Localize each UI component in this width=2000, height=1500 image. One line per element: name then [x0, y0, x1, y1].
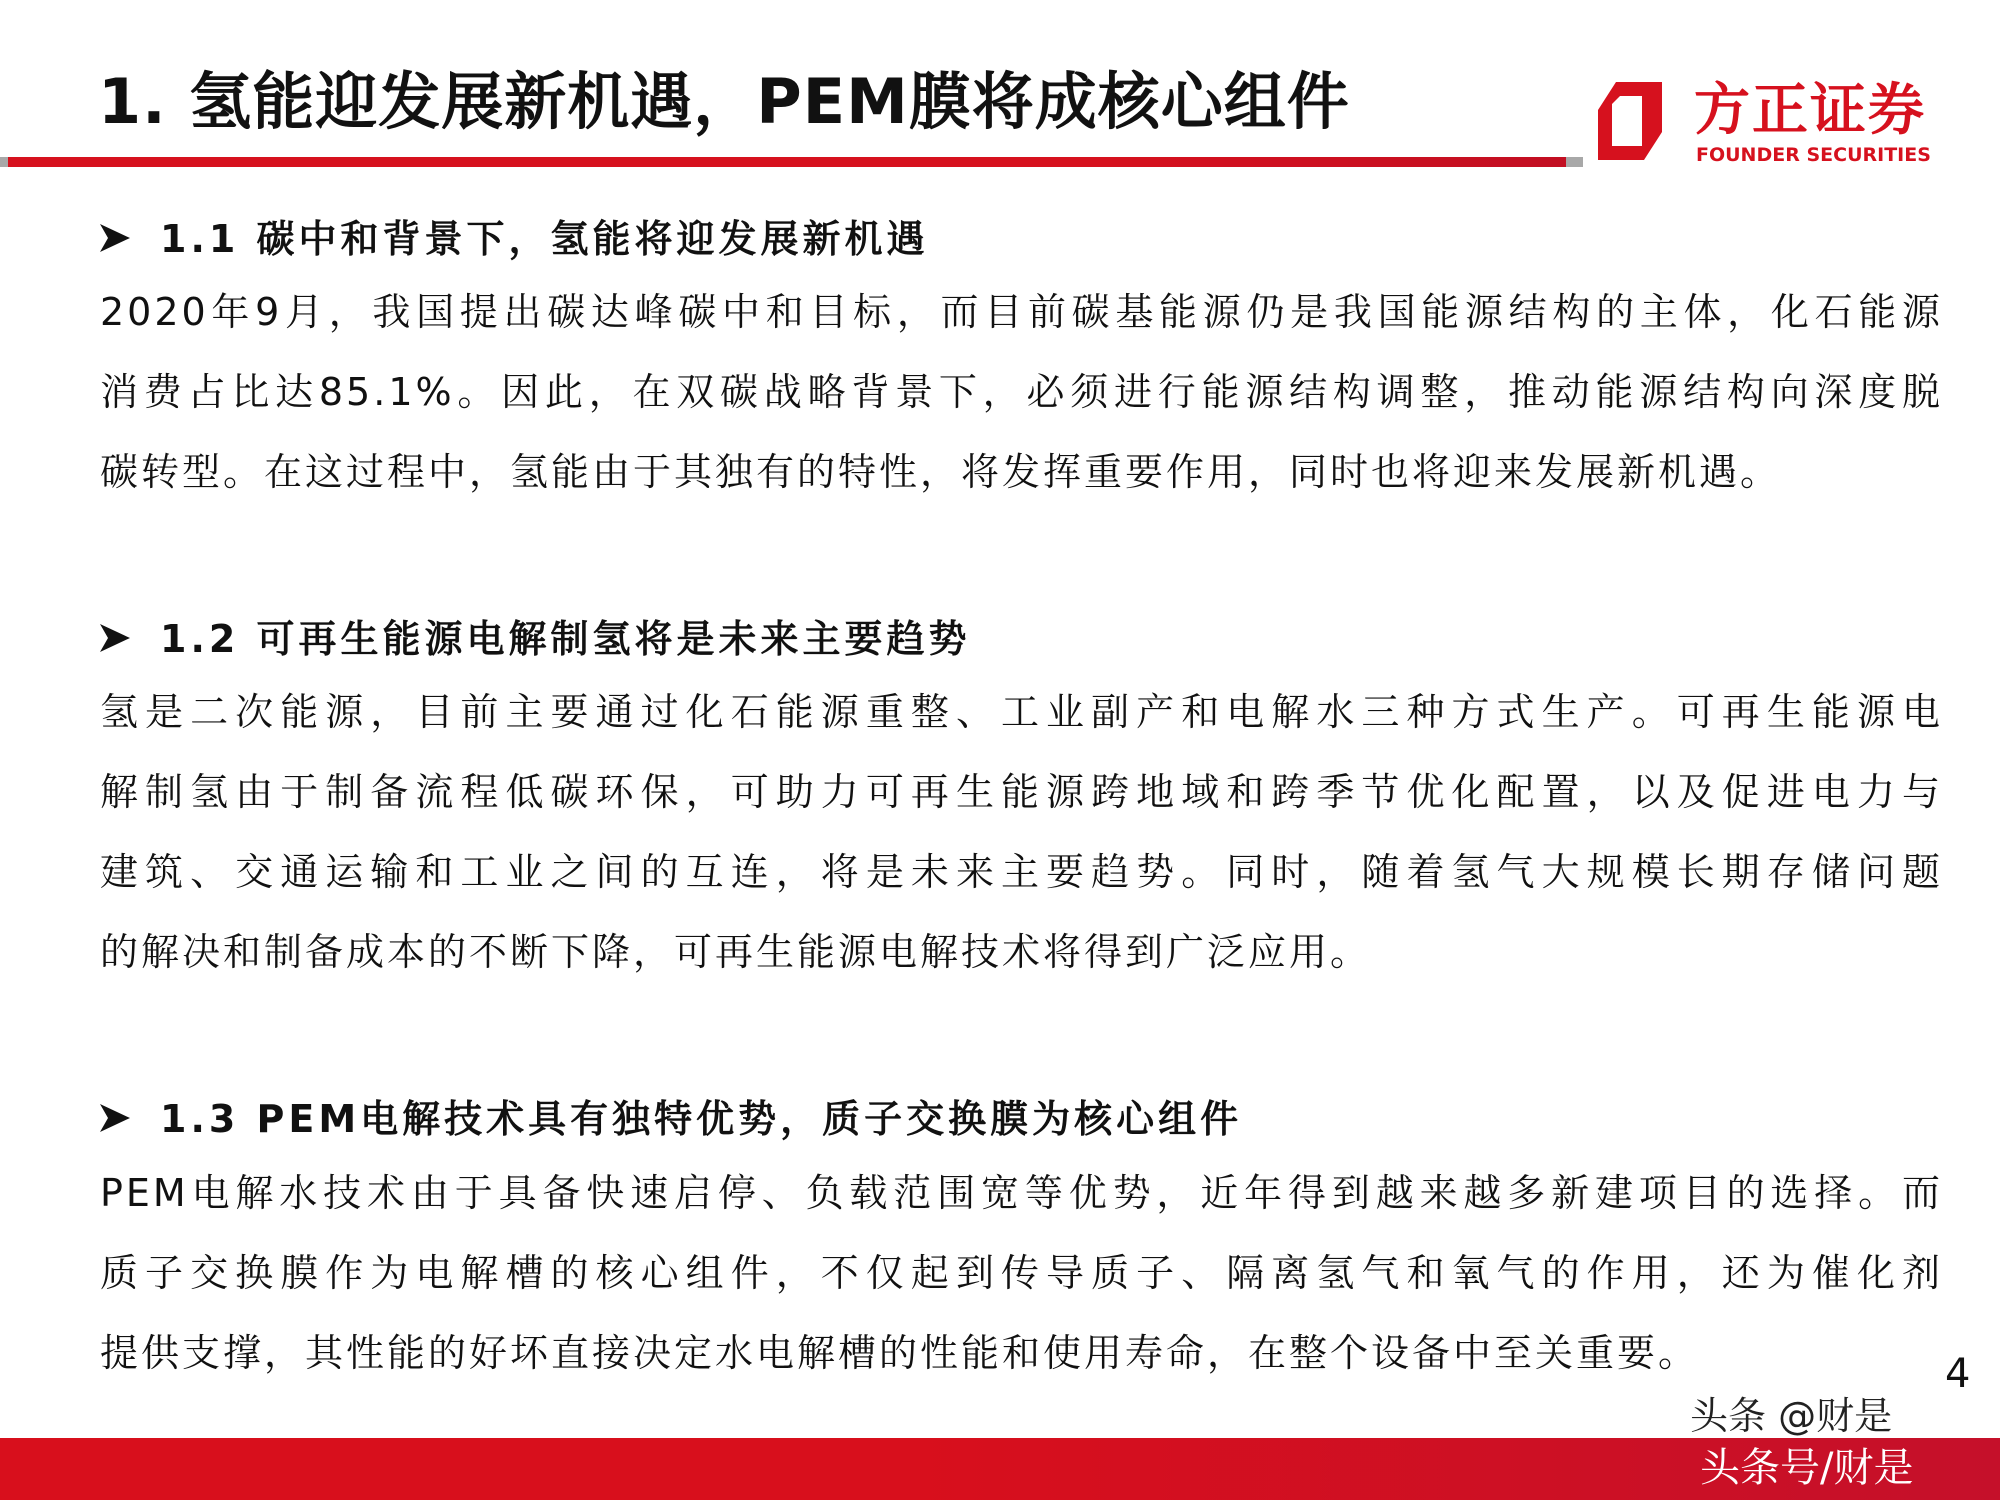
- logo-chinese-text: 方正证券: [1694, 78, 1926, 143]
- arrowhead-bullet-icon: [100, 1097, 130, 1141]
- heading-text: 1.1 碳中和背景下，氢能将迎发展新机遇: [160, 217, 929, 261]
- paragraph-line: 2020年9月，我国提出碳达峰碳中和目标，而目前碳基能源仍是我国能源结构的主体，化石能源: [100, 290, 1943, 334]
- header-divider-gray-right: [1566, 157, 1583, 167]
- logo-mark-icon: [1598, 82, 1662, 160]
- watermark-text: 头条 @财是: [1690, 1394, 1893, 1438]
- paragraph-line: 解制氢由于制备流程低碳环保，可助力可再生能源跨地域和跨季节优化配置，以及促进电力与: [100, 770, 1943, 814]
- paragraph-line: 碳转型。在这过程中，氢能由于其独有的特性，将发挥重要作用，同时也将迎来发展新机遇。: [100, 450, 1782, 494]
- paragraph-line: 建筑、交通运输和工业之间的互连，将是未来主要趋势。同时，随着氢气大规模长期存储问题: [100, 850, 1943, 894]
- section-heading-1-3: [100, 1088, 1242, 1143]
- arrowhead-bullet-icon: [100, 217, 130, 261]
- page-number: 4: [1945, 1351, 1971, 1397]
- paragraph-line: 提供支撑，其性能的好坏直接决定水电解槽的性能和使用寿命，在整个设备中至关重要。: [100, 1331, 1700, 1375]
- paragraph-line: PEM电解水技术由于具备快速启停、负载范围宽等优势，近年得到越来越多新建项目的选择。而: [100, 1171, 1943, 1215]
- paragraph-line: 质子交换膜作为电解槽的核心组件，不仅起到传导质子、隔离氢气和氧气的作用，还为催化剂: [100, 1251, 1943, 1295]
- section-paragraph-1-3: [100, 1153, 1943, 1393]
- section-paragraph-1-2: [100, 672, 1943, 992]
- logo-english-text: FOUNDER SECURITIES: [1696, 144, 1931, 166]
- paragraph-line: 消费占比达85.1%。因此，在双碳战略背景下，必须进行能源结构调整，推动能源结构向深度脱: [100, 370, 1943, 414]
- section-heading-1-1: [100, 208, 929, 263]
- page-title: 1. 氢能迎发展新机遇，PEM膜将成核心组件: [98, 65, 1350, 138]
- company-logo: [1598, 78, 1931, 168]
- paragraph-line: 的解决和制备成本的不断下降，可再生能源电解技术将得到广泛应用。: [100, 930, 1372, 974]
- heading-text: 1.3 PEM电解技术具有独特优势，质子交换膜为核心组件: [160, 1097, 1243, 1141]
- watermark-text-white: 头条号/财是: [1700, 1445, 1914, 1491]
- paragraph-line: 氢是二次能源，目前主要通过化石能源重整、工业副产和电解水三种方式生产。可再生能源电: [100, 690, 1943, 734]
- header-divider: [8, 157, 1566, 167]
- arrowhead-bullet-icon: [100, 617, 130, 661]
- heading-text: 1.2 可再生能源电解制氢将是未来主要趋势: [160, 617, 971, 661]
- header-divider-gray-left: [0, 157, 8, 167]
- section-paragraph-1-1: [100, 272, 1943, 512]
- section-heading-1-2: [100, 608, 971, 663]
